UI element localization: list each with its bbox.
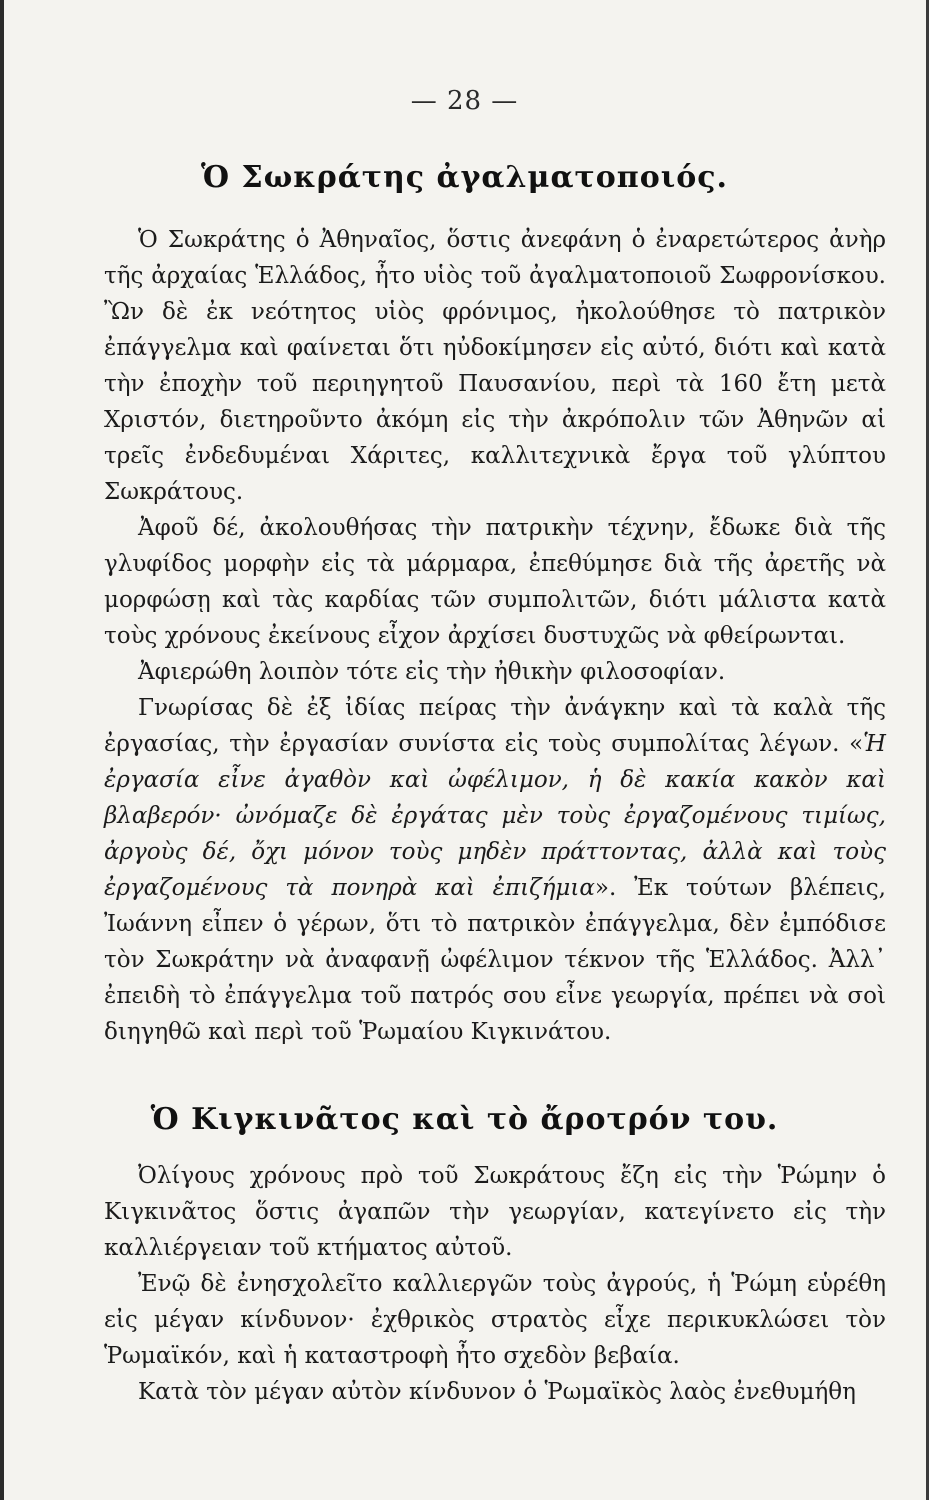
paragraph: Ἐνῷ δὲ ἐνησχολεῖτο καλλιεργῶν τοὺς ἀγρούς, ἡ Ῥώμη εὑρέθη εἰς μέγαν κίνδυνον· ἐχθρικὸς στρατὸς εἶχε περικυκλώσει τὸν Ῥωμαϊκόν, καὶ ἡ καταστροφὴ ἦτο σχεδὸν βεβαία. bbox=[104, 1271, 886, 1369]
paragraph: Ἀφοῦ δέ, ἀκολουθήσας τὴν πατρικὴν τέχνην, ἔδωκε διὰ τῆς γλυφίδος μορφὴν εἰς τὰ μάρμαρα, ἐπεθύμησε διὰ τῆς ἀρετῆς νὰ μορφώσῃ καὶ τὰς καρδίας τῶν συμπολιτῶν, διότι μάλιστα κατὰ τοὺς χρόνους ἐκείνους εἶχον ἀρχίσει δυστυχῶς νὰ φθείρωνται. bbox=[104, 515, 886, 649]
section-body-socrates bbox=[104, 222, 886, 1050]
paragraph-quote-intro: Γνωρίσας δὲ ἐξ ἰδίας πείρας τὴν ἀνάγκην καὶ τὰ καλὰ τῆς ἐργασίας, τὴν ἐργασίαν συνίστα εἰς τοὺς συμπολίτας λέγων. « bbox=[104, 695, 886, 757]
paragraph-quote-outro: ». Ἐκ τούτων βλέπεις, Ἰωάννη εἶπεν ὁ γέρων, ὅτι τὸ πατρικὸν ἐπάγγελμα, δὲν ἐμπόδισε τὸν Σωκράτην νὰ ἀναφανῇ ὠφέλιμον τέκνον τῆς Ἑλλάδος. Ἀλλ᾽ ἐπειδὴ τὸ ἐπάγγελμα τοῦ πατρός σου εἶνε γεωργία, πρέπει νὰ σοὶ διηγηθῶ καὶ περὶ τοῦ Ῥωμαίου Κιγκινάτου. bbox=[104, 875, 886, 1045]
section-title-socrates: Ὁ Σωκράτης ἀγαλματοποιός. bbox=[201, 160, 728, 195]
paragraph-quote bbox=[104, 690, 886, 1050]
section-title-cincinnatus: Ὁ Κιγκινᾶτος καὶ τὸ ἄροτρόν του. bbox=[150, 1102, 779, 1137]
page-number: — 28 — bbox=[410, 86, 519, 116]
paragraph: Ὀλίγους χρόνους πρὸ τοῦ Σωκράτους ἔζη εἰς τὴν Ῥώμην ὁ Κιγκινᾶτος ὅστις ἀγαπῶν τὴν γεωργίαν, κατεγίνετο εἰς τὴν καλλιέργειαν τοῦ κτήματος αὐτοῦ. bbox=[104, 1163, 886, 1261]
paragraph: Κατὰ τὸν μέγαν αὐτὸν κίνδυνον ὁ Ῥωμαϊκὸς λαὸς ἐνεθυμήθη bbox=[138, 1379, 856, 1405]
quoted-saying: Ἡ ἐργασία εἶνε ἀγαθὸν καὶ ὠφέλιμον, ἡ δὲ κακία κακὸν καὶ βλαβερόν· ὠνόμαζε δὲ ἐργάτας μὲν τοὺς ἐργαζομένους τιμίως, ἀργοὺς δέ, ὄχι μόνον τοὺς μηδὲν πράττοντας, ἀλλὰ καὶ τοὺς ἐργαζομένους τὰ πονηρὰ καὶ ἐπιζήμια bbox=[104, 731, 886, 901]
paragraph: Ὁ Σωκράτης ὁ Ἀθηναῖος, ὅστις ἀνεφάνη ὁ ἐναρετώτερος ἀνὴρ τῆς ἀρχαίας Ἑλλάδος, ἦτο υἱὸς τοῦ ἀγαλματοποιοῦ Σωφρονίσκου. Ὢν δὲ ἐκ νεότητος υἱὸς φρόνιμος, ἠκολούθησε τὸ πατρικὸν ἐπάγγελμα καὶ φαίνεται ὅτι ηὐδοκίμησεν εἰς αὐτό, διότι καὶ κατὰ τὴν ἐποχὴν τοῦ περιηγητοῦ Παυσανίου, περὶ τὰ 160 ἔτη μετὰ Χριστόν, διετηροῦντο ἀκόμη εἰς τὴν ἀκρόπολιν τῶν Ἀθηνῶν αἱ τρεῖς ἐνδεδυμέναι Χάριτες, καλλιτεχνικὰ ἔργα τοῦ γλύπτου Σωκράτους. bbox=[104, 227, 886, 505]
paragraph: Ἀφιερώθη λοιπὸν τότε εἰς τὴν ἠθικὴν φιλοσοφίαν. bbox=[138, 659, 726, 685]
section-body-cincinnatus bbox=[104, 1158, 886, 1410]
